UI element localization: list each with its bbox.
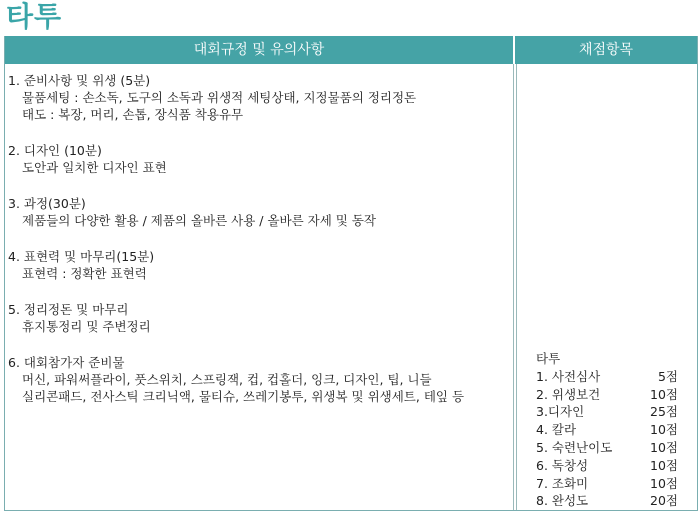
rule-section <box>8 142 508 176</box>
scoring-header: 채점항목 <box>515 36 697 64</box>
score-row <box>536 421 678 439</box>
rule-detail: 도안과 일치한 디자인 표현 <box>22 160 167 175</box>
score-points: 10점 <box>650 439 678 455</box>
score-points: 5점 <box>657 368 678 384</box>
score-row <box>536 368 678 386</box>
rule-detail: 태도 : 복장, 머리, 손톱, 장식품 착용유무 <box>22 107 244 122</box>
score-label: 3.디자인 <box>536 404 585 420</box>
score-row <box>536 457 678 475</box>
score-row <box>536 439 678 457</box>
rule-section <box>8 248 508 282</box>
rule-section <box>8 195 508 229</box>
rules-header: 대회규정 및 유의사항 <box>5 36 513 64</box>
score-label: 4. 칼라 <box>536 422 577 438</box>
rule-section <box>8 301 508 335</box>
rule-section <box>8 354 508 405</box>
rule-heading: 6. 대회참가자 준비물 <box>8 355 125 370</box>
score-label: 1. 사전심사 <box>536 368 601 384</box>
rule-detail: 물품세팅 : 손소독, 도구의 소독과 위생적 세팅상태, 지정물품의 정리정돈 <box>22 90 417 105</box>
rule-heading: 1. 준비사항 및 위생 (5분) <box>8 73 151 88</box>
score-row <box>536 475 678 493</box>
score-points: 10점 <box>650 422 678 438</box>
score-row <box>536 403 678 421</box>
column-divider-inner <box>516 64 517 510</box>
rule-heading: 2. 디자인 (10분) <box>8 143 102 158</box>
rule-heading: 4. 표현력 및 마무리(15분) <box>8 249 155 264</box>
score-label: 6. 독창성 <box>536 457 589 473</box>
rule-detail: 휴지통정리 및 주변정리 <box>22 319 151 334</box>
score-points: 10점 <box>650 386 678 402</box>
score-label: 7. 조화미 <box>536 475 589 491</box>
rule-detail: 표현력 : 정확한 표현력 <box>22 266 147 281</box>
rules-list <box>8 72 508 424</box>
score-points: 10점 <box>650 457 678 473</box>
rule-section <box>8 72 508 123</box>
rule-detail: 제품들의 다양한 활용 / 제품의 올바른 사용 / 올바른 자세 및 동작 <box>22 213 377 228</box>
rule-detail: 실리콘패드, 전사스틱 크리닉액, 물티슈, 쓰레기봉투, 위생복 및 위생세트, 테잎 등 <box>22 389 465 404</box>
scoring-list <box>536 350 678 510</box>
rule-heading: 3. 과정(30분) <box>8 196 86 211</box>
rules-table <box>4 36 698 511</box>
page-title: 타투 <box>6 0 63 33</box>
score-points: 25점 <box>650 404 678 420</box>
score-label: 8. 완성도 <box>536 493 589 509</box>
column-divider <box>513 64 514 510</box>
score-row <box>536 386 678 404</box>
score-label: 2. 위생보건 <box>536 386 601 402</box>
rule-heading: 5. 정리정돈 및 마무리 <box>8 302 129 317</box>
score-label: 5. 숙련난이도 <box>536 439 613 455</box>
scoring-title: 타투 <box>536 351 561 366</box>
score-points: 20점 <box>650 493 678 509</box>
score-row <box>536 492 678 510</box>
score-points: 10점 <box>650 475 678 491</box>
rule-detail: 머신, 파워써플라이, 풋스위치, 스프링잭, 컵, 컵홀더, 잉크, 디자인, 팁, 니들 <box>22 372 432 387</box>
